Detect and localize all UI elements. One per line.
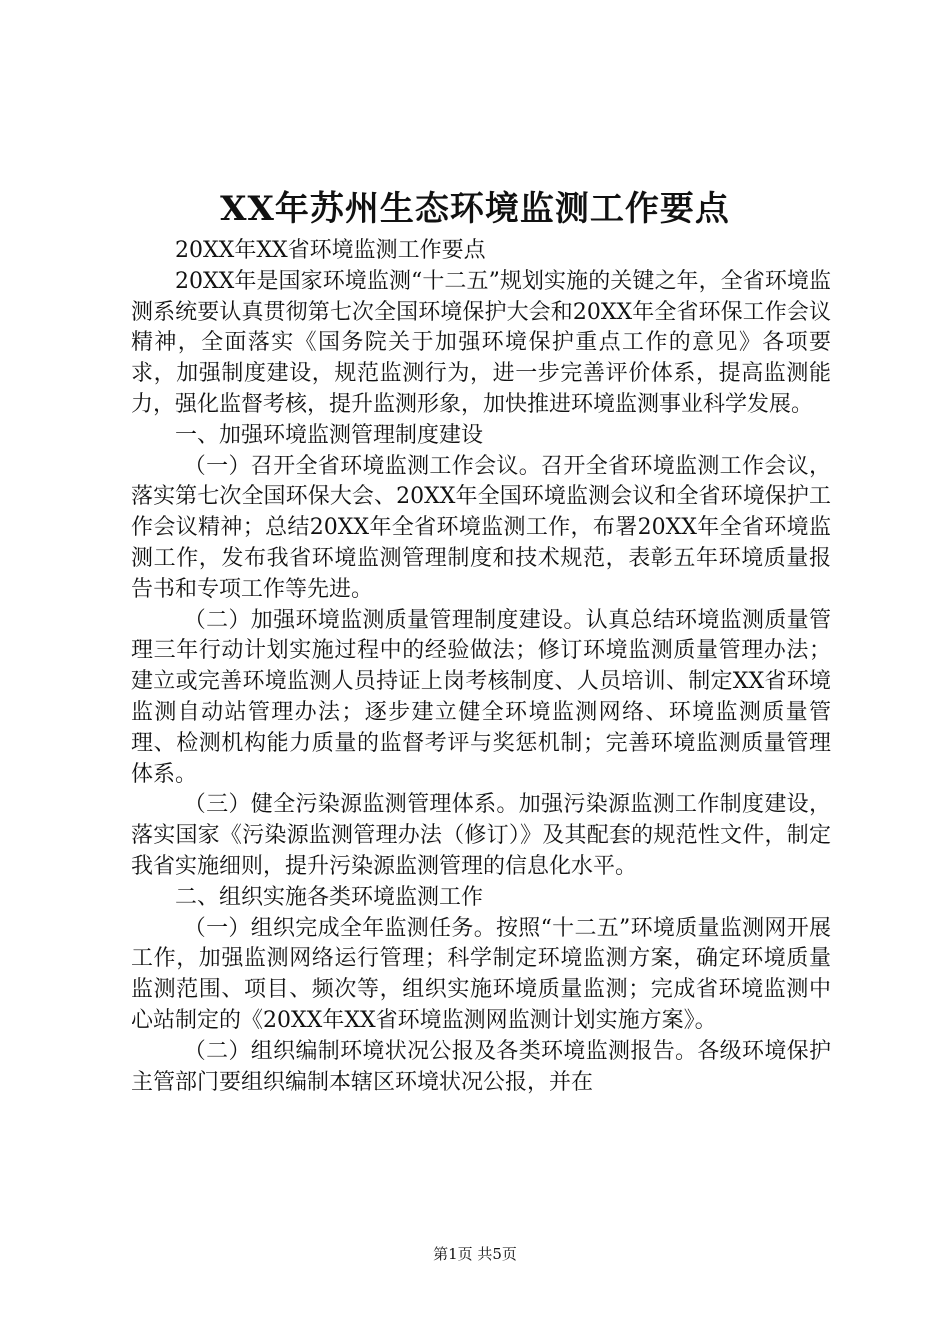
page-footer: 第1页 共5页 xyxy=(433,1245,517,1263)
paragraph-1-2: （二）加强环境监测质量管理制度建设。认真总结环境监测质量管理三年行动计划实施过程中的经验做法；修订环境监测质量管理办法；建立或完善环境监测人员持证上岗考核制度、人员培训、制定XX省环境监测自动站管理办法；逐步建立健全环境监测网络、环境监测质量管理、检测机构能力质量的监督考评与奖惩机制；完善环境监测质量管理体系。 xyxy=(131,607,831,787)
paragraph-2-1: （一）组织完成全年监测任务。按照“十二五”环境质量监测网开展工作，加强监测网络运行管理；科学制定环境监测方案，确定环境质量监测范围、项目、频次等，组织实施环境质量监测；完成省环境监测中心站制定的《20XX年XX省环境监测网监测计划实施方案》。 xyxy=(131,915,831,1033)
paragraph-intro: 20XX年是国家环境监测“十二五”规划实施的关键之年，全省环境监测系统要认真贯彻第七次全国环境保护大会和20XX年全省环保工作会议精神，全面落实《国务院关于加强环境保护重点工作的意见》各项要求，加强制度建设，规范监测行为，进一步完善评价体系，提高监测能力，强化监督考核，提升监测形象，加快推进环境监测事业科学发展。 xyxy=(131,268,831,417)
section-heading-1: 一、加强环境监测管理制度建设 xyxy=(175,422,484,448)
paragraph-1-3: （三）健全污染源监测管理体系。加强污染源监测工作制度建设，落实国家《污染源监测管理办法（修订）》及其配套的规范性文件，制定我省实施细则，提升污染源监测管理的信息化水平。 xyxy=(131,792,831,879)
paragraph-2-2: （二）组织编制环境状况公报及各类环境监测报告。各级环境保护主管部门要组织编制本辖区环境状况公报，并在 xyxy=(131,1038,831,1095)
document-body xyxy=(131,236,831,1098)
paragraph-1-1: （一）召开全省环境监测工作会议。召开全省环境监测工作会议，落实第七次全国环保大会、20XX年全国环境监测会议和全省环境保护工作会议精神；总结20XX年全省环境监测工作，布署20XX年全省环境监测工作，发布我省环境监测管理制度和技术规范，表彰五年环境质量报告书和专项工作等先进。 xyxy=(131,453,831,602)
document-title: XX年苏州生态环境监测工作要点 xyxy=(220,189,730,229)
paragraph-intro-heading: 20XX年XX省环境监测工作要点 xyxy=(175,238,486,263)
section-heading-2: 二、组织实施各类环境监测工作 xyxy=(175,884,484,910)
